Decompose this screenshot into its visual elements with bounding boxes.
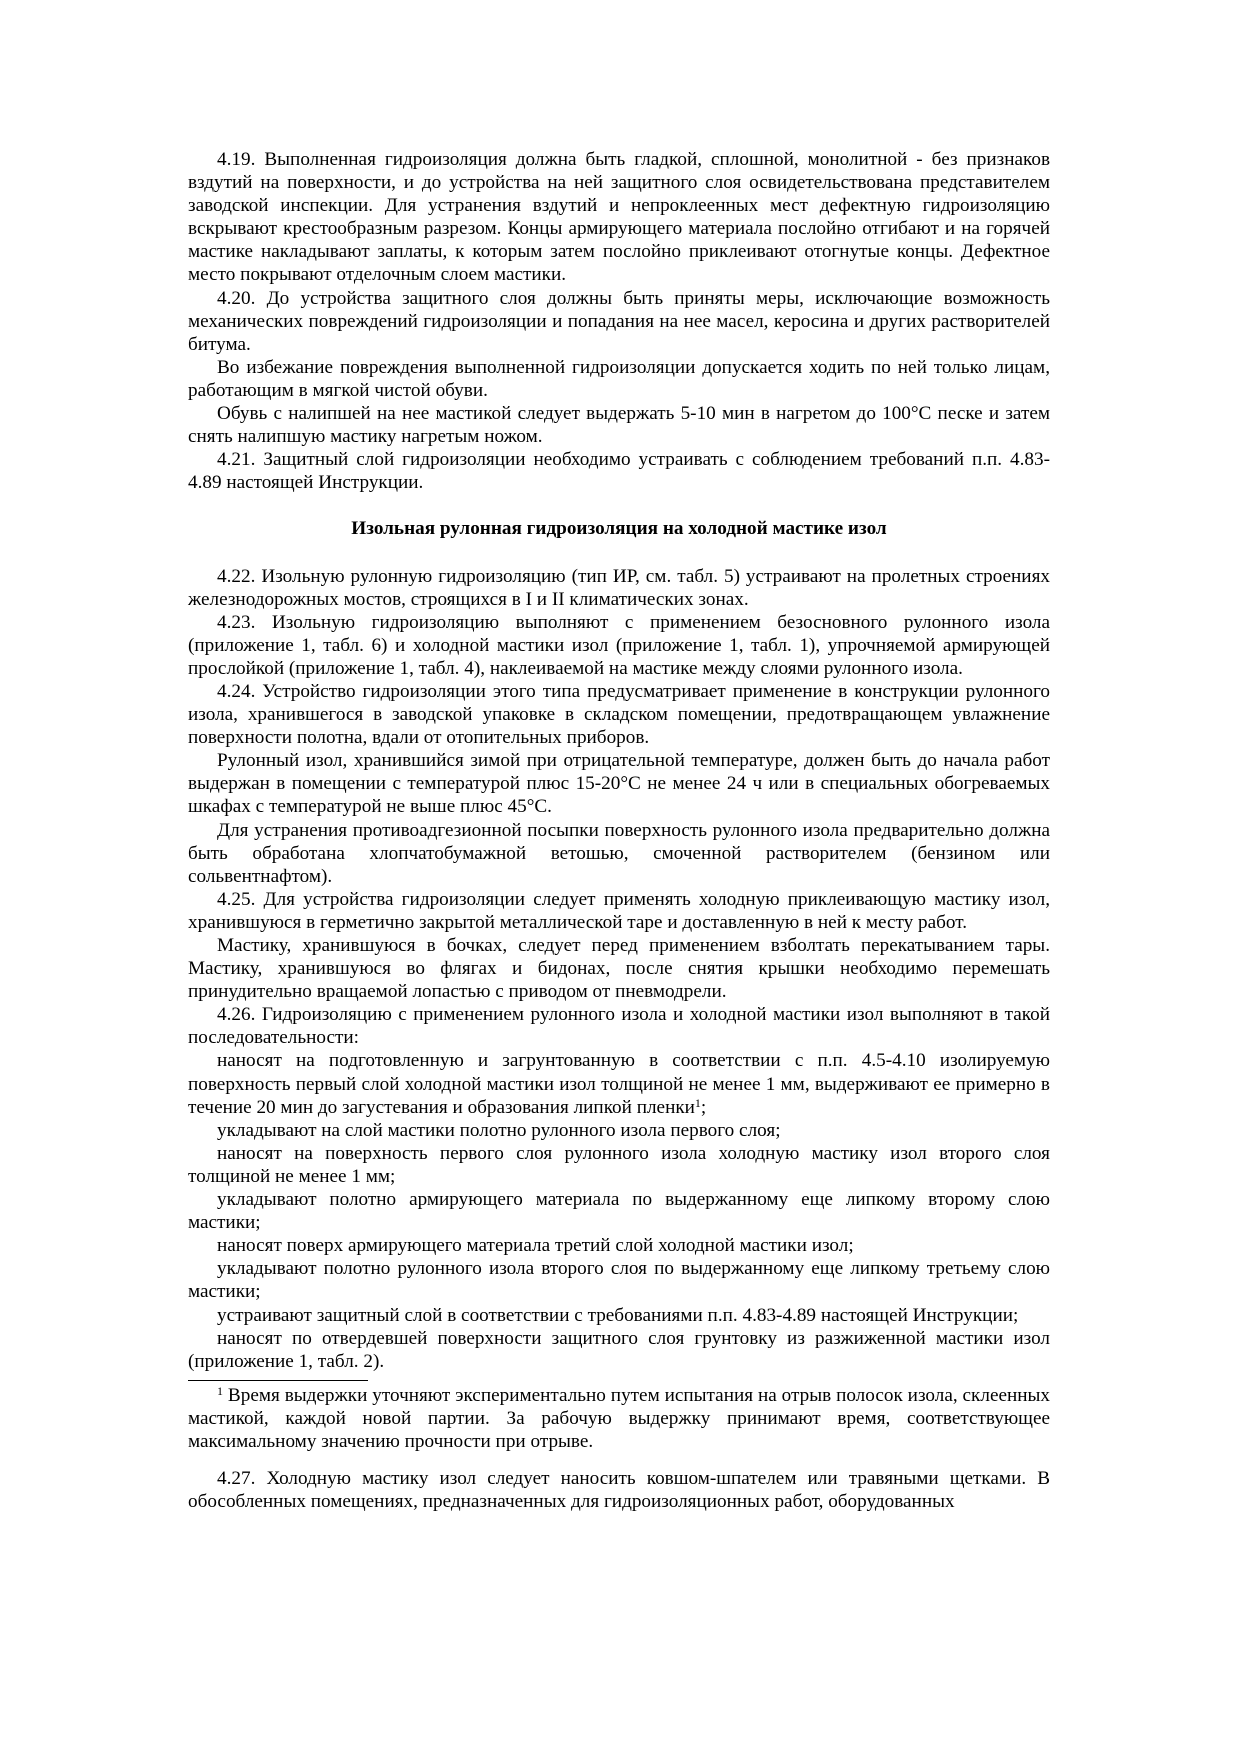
list-item: устраивают защитный слой в соответствии с требованиями п.п. 4.83-4.89 настоящей Инструкции; xyxy=(217,1304,1019,1326)
section-a xyxy=(188,148,1050,494)
footnote-ref: 1 xyxy=(694,1095,701,1110)
paragraph-4-19: 4.19. Выполненная гидроизоляция должна быть гладкой, сплошной, монолитной - без признаков вздутий на поверхности, и до устройства на ней защитного слоя освидетельствована представителем заводской инспекции. Для устранения вздутий и непроклеенных мест дефектную гидроизоляцию вскрывают крестообразным разрезом. Концы армирующего материала послойно отгибают и на горячей мастике накладывают заплаты, к которым затем послойно приклеивают отогнутые концы. Дефектное место покрывают отделочным слоем мастики. xyxy=(188,149,1050,286)
section-heading: Изольная рулонная гидроизоляция на холодной мастике изол xyxy=(351,518,887,540)
list-item: укладывают полотно армирующего материала по выдержанному еще липкому второму слою мастики; xyxy=(188,1189,1050,1234)
section-b xyxy=(188,565,1050,1050)
paragraph-winter-storage: Рулонный изол, хранившийся зимой при отрицательной температуре, должен быть до начала работ выдержан в помещении с температурой плюс 15-20°С не менее 24 ч или в специальных обогреваемых шкафах с температурой не выше плюс 45°С. xyxy=(188,750,1050,818)
list-item: наносят по отвердевшей поверхности защитного слоя грунтовку из разжиженной мастики изол (приложение 1, табл. 2). xyxy=(188,1327,1050,1372)
list-item xyxy=(188,1049,1050,1118)
paragraph-4-20: 4.20. До устройства защитного слоя должны быть приняты меры, исключающие возможность механических повреждений гидроизоляции и попадания на нее масел, керосина и других растворителей битума. xyxy=(188,287,1050,355)
step-end: ; xyxy=(700,1096,707,1118)
paragraph-antiadhesive: Для устранения противоадгезионной посыпки поверхность рулонного изола предварительно должна быть обработана хлопчатобумажной ветошью, смоченной растворителем (бензином или сольвентнафтом). xyxy=(188,819,1050,887)
paragraph-walking-rule: Во избежание повреждения выполненной гидроизоляции допускается ходить по ней только лицам, работающим в мягкой чистой обуви. xyxy=(188,356,1050,401)
list-item: укладывают на слой мастики полотно рулонного изола первого слоя; xyxy=(217,1119,781,1141)
section-c xyxy=(188,1467,1050,1513)
paragraph-4-24: 4.24. Устройство гидроизоляции этого типа предусматривает применение в конструкции рулонного изола, хранившегося в заводской упаковке в складском помещении, предотвращающем увлажнение поверхности полотна, вдали от отопительных приборов. xyxy=(188,680,1050,749)
paragraph-4-25: 4.25. Для устройства гидроизоляции следует применять холодную приклеивающую мастику изол, хранившуюся в герметично закрытой металлической таре и доставленную в ней к месту работ. xyxy=(188,888,1050,933)
list-item: укладывают полотно рулонного изола второго слоя по выдержанному еще липкому третьему слою мастики; xyxy=(188,1258,1050,1303)
paragraph-4-22: 4.22. Изольную рулонную гидроизоляцию (тип ИР, см. табл. 5) устраивают на пролетных строениях железнодорожных мостов, строящихся в I и II климатических зонах. xyxy=(188,565,1050,610)
paragraph-mixing: Мастику, хранившуюся в бочках, следует перед применением взболтать перекатыванием тары. Мастику, хранившуюся во флягах и бидонах, после снятия крышки необходимо перемешать принудительно вращаемой лопастью с приводом от пневмодрели. xyxy=(188,935,1050,1003)
paragraph-4-27: 4.27. Холодную мастику изол следует наносить ковшом-шпателем или травяными щетками. В обособленных помещениях, предназначенных для гидроизоляционных работ, оборудованных xyxy=(188,1468,1050,1513)
footnote-separator xyxy=(188,1380,368,1381)
footnote-text-block xyxy=(188,1384,1050,1453)
steps-list xyxy=(188,1049,1050,1372)
footnote-text: Время выдержки уточняют экспериментально путем испытания на отрыв полосок изола, склеенных мастикой, каждой новой партии. За рабочую выдержку принимают время, соответствующее максимальному значению прочности при отрыве. xyxy=(188,1384,1051,1452)
footnote xyxy=(188,1384,1050,1453)
list-item: наносят на поверхность первого слоя рулонного изола холодную мастику изол второго слоя толщиной не менее 1 мм; xyxy=(188,1142,1050,1187)
paragraph-4-23: 4.23. Изольную гидроизоляцию выполняют с применением безосновного рулонного изола (приложение 1, табл. 6) и холодной мастики изол (приложение 1, табл. 1), упрочняемой армирующей прослойкой (приложение 1, табл. 4), наклеиваемой на мастике между слоями рулонного изола. xyxy=(188,611,1050,679)
footnote-mark: 1 xyxy=(217,1383,223,1398)
list-item: наносят поверх армирующего материала третий слой холодной мастики изол; xyxy=(217,1235,854,1257)
step-text: наносят на подготовленную и загрунтованную в соответствии с п.п. 4.5-4.10 изолируемую поверхность первый слой холодной мастики изол толщиной не менее 1 мм, выдерживают ее примерно в течение 20 мин до загустевания и образования липкой пленки xyxy=(188,1050,1050,1118)
paragraph-4-26: 4.26. Гидроизоляцию с применением рулонного изола и холодной мастики изол выполняют в такой последовательности: xyxy=(188,1004,1050,1049)
document-page xyxy=(188,148,1050,1513)
paragraph-footwear: Обувь с налипшей на нее мастикой следует выдержать 5-10 мин в нагретом до 100°С песке и затем снять налипшую мастику нагретым ножом. xyxy=(188,403,1050,448)
paragraph-4-21: 4.21. Защитный слой гидроизоляции необходимо устраивать с соблюдением требований п.п. 4.83-4.89 настоящей Инструкции. xyxy=(188,449,1050,494)
